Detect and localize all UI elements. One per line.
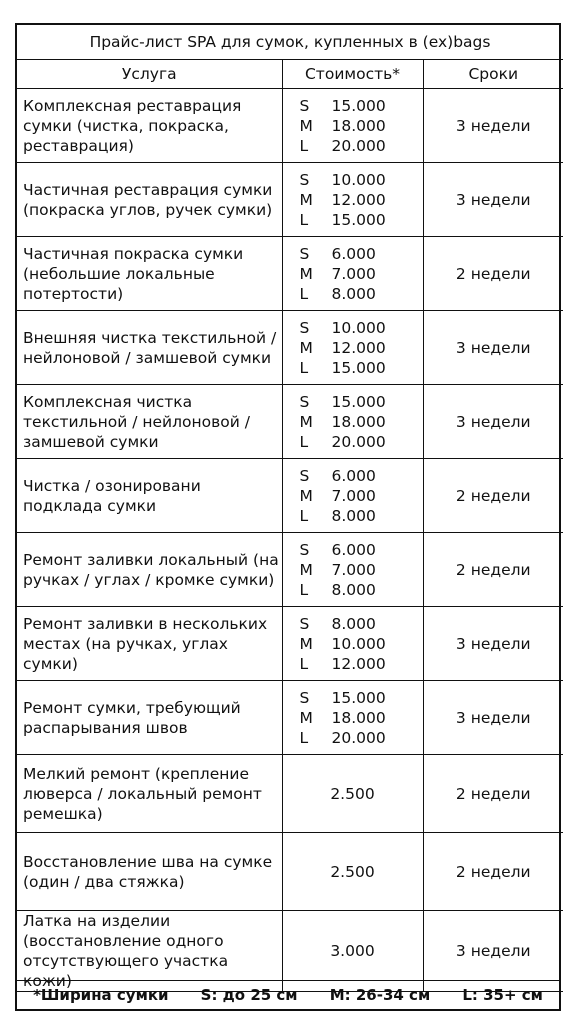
price-value: 12.000 [331,654,386,673]
service-term: 2 недели [423,755,563,833]
price-value: 6.000 [331,244,376,263]
service-term: 2 недели [423,533,563,607]
price-value: 15.000 [331,96,386,115]
price-line [300,614,423,634]
service-name: Латка на изделии (восстановление одного отсутствующего участка кожи) [17,911,282,992]
price-line [300,116,423,136]
service-term: 3 недели [423,89,563,163]
service-price [282,385,423,459]
size-letter: M [299,560,313,579]
service-term: 2 недели [423,833,563,911]
price-value: 10.000 [331,170,386,189]
table-row [17,311,563,385]
size-letter: M [299,338,313,357]
price-value: 10.000 [331,634,386,653]
price-line [300,284,423,304]
service-name: Восстановление шва на сумке (один / два стяжка) [17,833,282,911]
size-letter: S [299,392,310,411]
price-line [300,318,423,338]
service-price [282,459,423,533]
table-row [17,607,563,681]
service-term: 3 недели [423,681,563,755]
price-line [300,338,423,358]
service-price [282,237,423,311]
size-legend-s: S: до 25 см [200,986,298,1004]
price-line [300,170,423,190]
service-name: Внешняя чистка текстильной / нейлоновой / замшевой сумки [17,311,282,385]
price-line [300,136,423,156]
table-row [17,89,563,163]
service-name: Мелкий ремонт (крепление люверса / локальный ремонт ремешка) [17,755,282,833]
service-name: Частичная покраска сумки (небольшие локальные потертости) [17,237,282,311]
size-letter: L [299,728,309,747]
price-table [17,25,563,992]
price-line [300,264,423,284]
table-header-row [17,60,563,89]
service-name: Ремонт сумки, требующий распарывания швов [17,681,282,755]
size-legend-l: L: 35+ см [462,986,543,1004]
price-line [300,244,423,264]
price-value: 15.000 [331,392,386,411]
price-value: 8.000 [331,580,376,599]
price-value: 18.000 [331,708,386,727]
size-letter: L [299,210,309,229]
size-letter: M [299,708,313,727]
size-letter: L [299,432,309,451]
price-line [300,432,423,452]
service-term: 2 недели [423,459,563,533]
price-line [300,466,423,486]
price-line [300,708,423,728]
price-value: 7.000 [331,486,376,505]
price-value: 8.000 [331,506,376,525]
size-letter: M [299,412,313,431]
header-price: Стоимость* [282,60,423,89]
table-row [17,755,563,833]
price-line [300,540,423,560]
price-line [300,358,423,378]
price-value: 20.000 [331,728,386,747]
price-line [300,634,423,654]
price-line [300,412,423,432]
price-value: 15.000 [331,688,386,707]
table-row [17,833,563,911]
service-term: 3 недели [423,607,563,681]
header-term: Сроки [423,60,563,89]
price-line [300,96,423,116]
size-letter: L [299,654,309,673]
service-name: Чистка / озонировани подклада сумки [17,459,282,533]
size-letter: M [299,634,313,653]
service-name: Частичная реставрация сумки (покраска углов, ручек сумки) [17,163,282,237]
size-letter: S [299,688,310,707]
size-letter: S [299,318,310,337]
service-price [282,607,423,681]
table-row [17,237,563,311]
size-letter: S [299,614,310,633]
service-term: 3 недели [423,911,563,992]
price-list-document [15,23,561,1011]
price-value: 12.000 [331,190,386,209]
service-term: 3 недели [423,163,563,237]
price-value: 8.000 [331,284,376,303]
price-value: 12.000 [331,338,386,357]
size-legend [17,980,559,1009]
service-term: 3 недели [423,311,563,385]
size-letter: S [299,540,310,559]
service-price [282,533,423,607]
service-price [282,89,423,163]
size-legend-note: *Ширина сумки [33,986,169,1004]
size-letter: L [299,358,309,377]
price-line [300,210,423,230]
price-value: 10.000 [331,318,386,337]
service-price [282,681,423,755]
service-price: 2.500 [282,755,423,833]
size-letter: S [299,170,310,189]
service-price [282,311,423,385]
service-name: Ремонт заливки в нескольких местах (на ручках, углах сумки) [17,607,282,681]
price-value: 7.000 [331,264,376,283]
price-value: 15.000 [331,358,386,377]
price-line [300,654,423,674]
service-name: Комплексная чистка текстильной / нейлоновой / замшевой сумки [17,385,282,459]
price-value: 15.000 [331,210,386,229]
size-letter: L [299,284,309,303]
table-row [17,459,563,533]
size-letter: L [299,580,309,599]
service-term: 3 недели [423,385,563,459]
table-row [17,681,563,755]
price-value: 20.000 [331,136,386,155]
service-name: Комплексная реставрация сумки (чистка, покраска, реставрация) [17,89,282,163]
size-letter: L [299,506,309,525]
size-letter: S [299,466,310,485]
price-line [300,190,423,210]
table-row [17,533,563,607]
table-body [17,89,563,992]
price-line [300,486,423,506]
table-row [17,385,563,459]
service-price: 3.000 [282,911,423,992]
price-value: 18.000 [331,412,386,431]
price-line [300,506,423,526]
size-letter: S [299,96,310,115]
page-title: Прайс-лист SPA для сумок, купленных в (ex)bags [17,25,563,60]
price-line [300,560,423,580]
price-value: 20.000 [331,432,386,451]
price-value: 8.000 [331,614,376,633]
header-service: Услуга [17,60,282,89]
price-line [300,392,423,412]
service-term: 2 недели [423,237,563,311]
size-letter: M [299,264,313,283]
size-letter: M [299,486,313,505]
price-line [300,580,423,600]
size-letter: S [299,244,310,263]
size-letter: M [299,116,313,135]
size-legend-m: M: 26-34 см [329,986,431,1004]
size-letter: L [299,136,309,155]
table-row [17,163,563,237]
price-value: 18.000 [331,116,386,135]
price-line [300,688,423,708]
price-value: 6.000 [331,540,376,559]
price-value: 7.000 [331,560,376,579]
price-value: 6.000 [331,466,376,485]
service-price: 2.500 [282,833,423,911]
service-name: Ремонт заливки локальный (на ручках / углах / кромке сумки) [17,533,282,607]
price-line [300,728,423,748]
service-price [282,163,423,237]
size-letter: M [299,190,313,209]
